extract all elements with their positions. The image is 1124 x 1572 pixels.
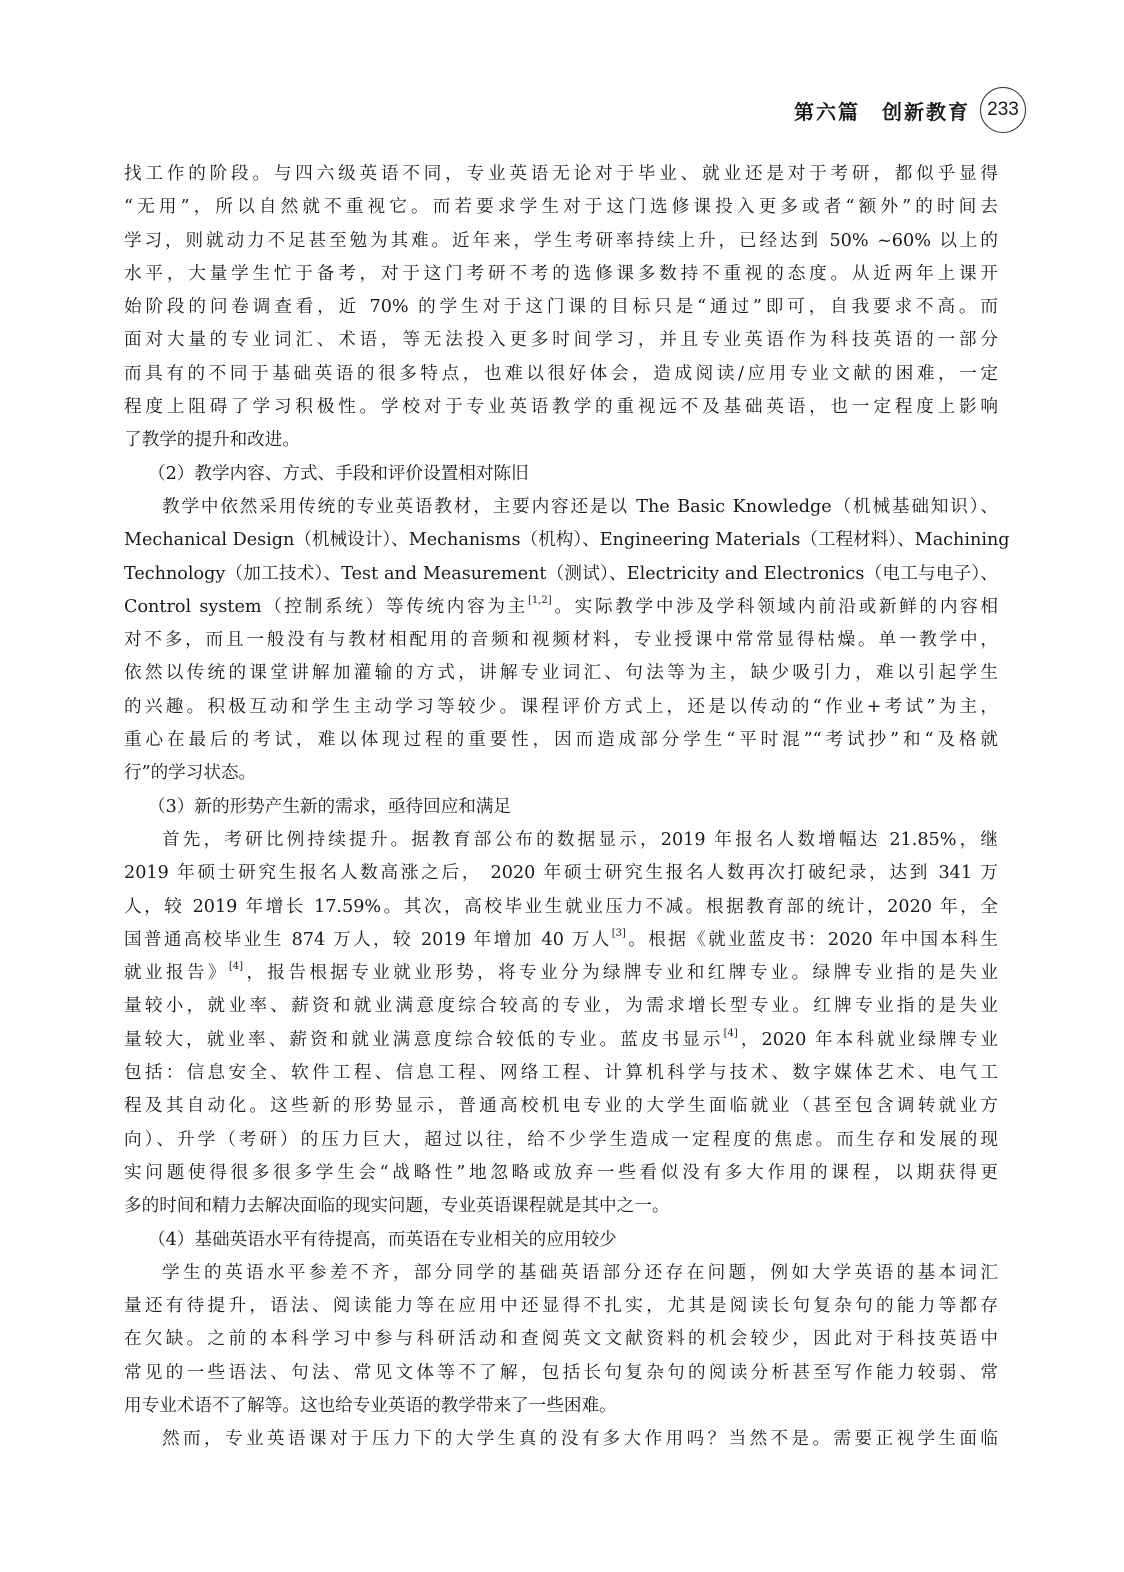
text-segment: 向）、升学（考研）的压力巨大，超过以往，给不少学生造成一定程度的焦虑。而生存和发展的现	[124, 1129, 998, 1150]
text-segment: 程及其自动化。这些新的形势显示，普通高校机电专业的大学生面临就业（甚至包含调转就业方	[124, 1096, 998, 1117]
text-segment: 依然以传统的课堂讲解加灌输的方式，讲解专业词汇、句法等为主，缺少吸引力，难以引起学生	[124, 663, 998, 684]
text-line	[124, 324, 998, 357]
text-line	[124, 158, 998, 191]
text-segment: 包括：信息安全、软件工程、信息工程、网络工程、计算机科学与技术、数字媒体艺术、电气工	[124, 1063, 998, 1084]
text-segment: 。实际教学中涉及学科领域内前沿或新鲜的内容相	[551, 596, 998, 617]
text-line	[124, 924, 998, 957]
text-segment: 多的时间和精力去解决面临的现实问题，专业英语课程就是其中之一。	[124, 1196, 670, 1217]
text-line	[124, 1390, 998, 1423]
text-line	[124, 1290, 998, 1323]
text-segment: 对不多，而且一般没有与教材相配用的音频和视频材料，专业授课中常常显得枯燥。单一教学中，	[124, 630, 998, 651]
text-line	[124, 1024, 998, 1057]
citation-ref: [4]	[723, 1027, 738, 1039]
text-line	[124, 225, 998, 258]
text-line	[124, 524, 1010, 557]
text-segment: 量较大，就业率、薪资和就业满意度综合较低的专业。蓝皮书显示	[124, 1029, 724, 1050]
text-line	[124, 491, 998, 524]
text-segment: 水平，大量学生忙于备考，对于这门考研不考的选修课多数持不重视的态度。从近两年上课开	[124, 263, 998, 284]
text-segment: 常见的一些语法、句法、常见文体等不了解，包括长句复杂句的阅读分析甚至写作能力较弱、常	[124, 1362, 998, 1383]
text-line	[124, 258, 998, 291]
text-line	[124, 1090, 998, 1123]
text-line	[124, 691, 998, 724]
text-line	[124, 757, 998, 790]
text-segment: 找工作的阶段。与四六级英语不同，专业英语无论对于毕业、就业还是对于考研，都似乎显得	[124, 164, 998, 184]
text-line	[124, 391, 998, 424]
citation-ref: [1,2]	[527, 594, 552, 606]
text-segment: （4）基础英语水平有待提高，而英语在专业相关的应用较少	[148, 1229, 617, 1250]
text-line	[124, 857, 998, 890]
text-segment: 。根据《就业蓝皮书：2020 年中国本科生	[625, 929, 998, 950]
text-line	[124, 191, 998, 224]
text-line	[124, 1357, 998, 1390]
text-segment: 教学中依然采用传统的专业英语教材，主要内容还是以 The Basic Knowledge（机械基础知识）、	[162, 496, 998, 517]
text-line	[124, 458, 998, 491]
text-line	[124, 1257, 998, 1290]
text-segment: 面对大量的专业词汇、术语，等无法投入更多时间学习，并且专业英语作为科技英语的一部分	[124, 330, 998, 351]
text-line	[124, 891, 998, 924]
text-segment: 重心在最后的考试，难以体现过程的重要性，因而造成部分学生“平时混”“考试抄”和“及格就	[124, 730, 998, 751]
text-line	[124, 990, 998, 1023]
text-segment: 量还有待提升，语法、阅读能力等在应用中还显得不扎实，尤其是阅读长句复杂句的能力等都存	[124, 1296, 998, 1317]
text-line	[124, 1190, 998, 1223]
text-line	[124, 1124, 998, 1157]
text-line	[124, 424, 998, 457]
text-line	[124, 1057, 998, 1090]
text-line	[124, 558, 998, 591]
text-segment: Technology（加工技术）、Test and Measurement（测试）、Electricity and Electronics（电工与电子）、	[124, 563, 998, 584]
running-header	[794, 86, 1026, 134]
page-number: 233	[980, 87, 1026, 133]
text-line	[124, 1224, 998, 1257]
text-line	[124, 957, 998, 990]
text-segment: （2）教学内容、方式、手段和评价设置相对陈旧	[148, 463, 529, 484]
text-segment: 然而，专业英语课对于压力下的大学生真的没有多大作用吗？当然不是。需要正视学生面临	[162, 1429, 998, 1450]
text-line	[124, 824, 998, 857]
text-segment: ，报告根据专业就业形势，将专业分为绿牌专业和红牌专业。绿牌专业指的是失业	[243, 963, 998, 984]
text-segment: Control system（控制系统）等传统内容为主	[124, 596, 528, 617]
text-line	[124, 1323, 998, 1356]
text-segment: 而具有的不同于基础英语的很多特点，也难以很好体会，造成阅读/应用专业文献的困难，一定	[124, 363, 998, 384]
citation-ref: [3]	[611, 927, 626, 939]
section-title: 第六篇 创新教育	[794, 99, 970, 124]
text-segment: ，2020 年本科就业绿牌专业	[737, 1029, 998, 1050]
text-line	[124, 1423, 998, 1456]
text-segment: 学生的英语水平参差不齐，部分同学的基础英语部分还存在问题，例如大学英语的基本词汇	[162, 1262, 998, 1283]
text-line	[124, 591, 998, 624]
text-line	[124, 291, 998, 324]
text-segment: 学习，则就动力不足甚至勉为其难。近年来，学生考研率持续上升，已经达到 50% ~60% 以上的	[124, 230, 998, 251]
text-segment: 人，较 2019 年增长 17.59%。其次，高校毕业生就业压力不减。根据教育部的统计，2020 年，全	[124, 896, 998, 917]
text-segment: 实问题使得很多很多学生会“战略性”地忽略或放弃一些看似没有多大作用的课程，以期获得更	[124, 1162, 998, 1183]
text-segment: 国普通高校毕业生 874 万人，较 2019 年增加 40 万人	[124, 929, 612, 950]
text-segment: 的兴趣。积极互动和学生主动学习等较少。课程评价方式上，还是以传动的“作业+考试”为主，	[124, 696, 998, 717]
text-segment: “无用”，所以自然就不重视它。而若要求学生对于这门选修课投入更多或者“额外”的时间去	[124, 197, 998, 218]
text-segment: 2019 年硕士研究生报名人数高涨之后， 2020 年硕士研究生报名人数再次打破纪录，达到 341 万	[124, 863, 998, 884]
text-segment: 程度上阻碍了学习积极性。学校对于专业英语教学的重视远不及基础英语，也一定程度上影响	[124, 397, 998, 418]
text-segment: （3）新的形势产生新的需求，亟待回应和满足	[148, 796, 512, 817]
text-segment: 始阶段的问卷调查看，近 70% 的学生对于这门课的目标只是“通过”即可，自我要求不高。而	[124, 297, 998, 318]
text-segment: Mechanical Design（机械设计）、Mechanisms（机构）、Engineering Materials（工程材料）、Machining	[124, 530, 1010, 551]
text-segment: 在欠缺。之前的本科学习中参与科研活动和查阅英文文献资料的机会较少，因此对于科技英语中	[124, 1329, 998, 1350]
text-segment: 量较小，就业率、薪资和就业满意度综合较高的专业，为需求增长型专业。红牌专业指的是失业	[124, 996, 998, 1017]
text-line	[124, 791, 998, 824]
text-segment: 用专业术语不了解等。这也给专业英语的教学带来了一些困难。	[124, 1395, 617, 1416]
text-segment: 就业报告》	[124, 963, 229, 984]
text-segment: 行”的学习状态。	[124, 763, 257, 784]
text-line	[124, 358, 998, 391]
text-segment: 首先，考研比例持续提升。据教育部公布的数据显示，2019 年报名人数增幅达 21.85%，继	[162, 829, 998, 850]
text-line	[124, 724, 998, 757]
text-line	[124, 1157, 998, 1190]
text-line	[124, 657, 998, 690]
text-line	[124, 624, 998, 657]
body-text	[124, 158, 1010, 1457]
citation-ref: [4]	[228, 961, 244, 973]
text-segment: 了教学的提升和改进。	[124, 430, 300, 451]
